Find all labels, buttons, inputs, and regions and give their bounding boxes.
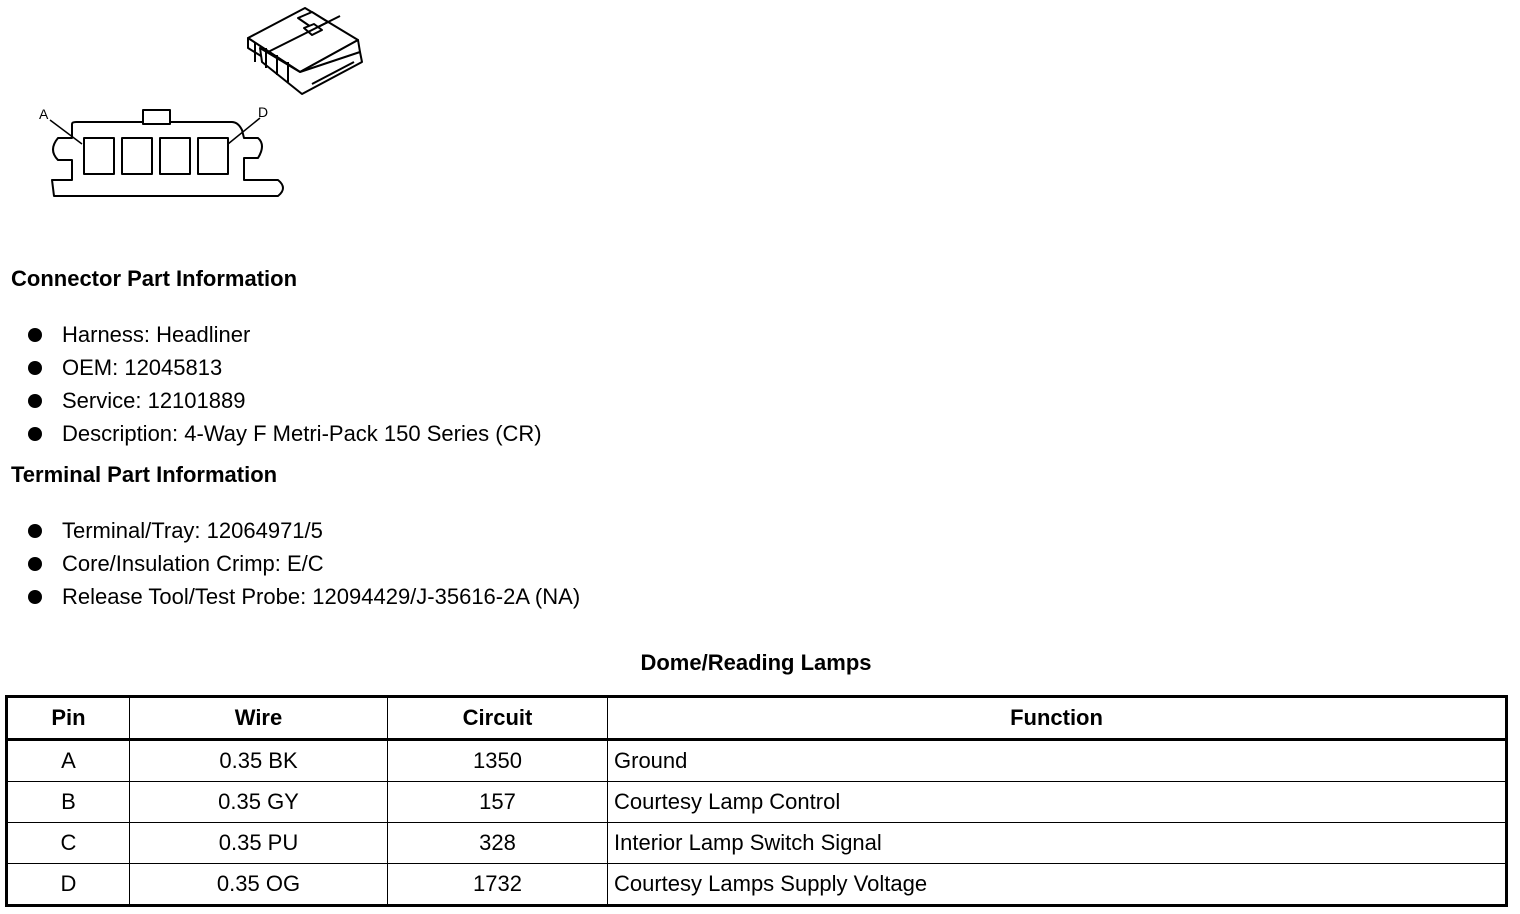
bullet-icon [28,361,42,375]
cell-pin: A [7,740,130,782]
connector-face-view [50,110,283,196]
bullet-icon [28,394,42,408]
cell-wire: 0.35 OG [130,864,388,906]
header-circuit: Circuit [388,697,608,740]
list-item-text: OEM: 12045813 [62,355,223,380]
cell-pin: D [7,864,130,906]
cell-circuit: 1732 [388,864,608,906]
bullet-icon [28,557,42,571]
list-item-text: Core/Insulation Crimp: E/C [62,551,324,576]
cell-function: Ground [608,740,1507,782]
list-item [28,318,542,351]
header-pin: Pin [7,697,130,740]
list-item-text: Description: 4-Way F Metri-Pack 150 Series (CR) [62,421,542,446]
cell-circuit: 1350 [388,740,608,782]
cell-circuit: 157 [388,782,608,823]
cell-pin: B [7,782,130,823]
table-title: Dome/Reading Lamps [640,650,872,675]
bullet-icon [28,427,42,441]
cell-function: Interior Lamp Switch Signal [608,823,1507,864]
table-row [7,864,1507,906]
cell-wire: 0.35 PU [130,823,388,864]
table-row [7,740,1507,782]
list-item-text: Service: 12101889 [62,388,246,413]
connector-part-info-list [28,318,542,450]
list-item-text: Terminal/Tray: 12064971/5 [62,518,323,543]
list-item [28,547,580,580]
cell-function: Courtesy Lamp Control [608,782,1507,823]
bullet-icon [28,590,42,604]
pin-d-label: D [258,104,269,120]
terminal-part-info-list [28,514,580,613]
list-item-text: Release Tool/Test Probe: 12094429/J-35616-2A (NA) [62,584,581,609]
bullet-icon [28,524,42,538]
header-wire: Wire [130,697,388,740]
list-item [28,417,542,450]
list-item [28,514,580,547]
connector-isometric-view [248,8,362,94]
list-item [28,580,580,613]
list-item [28,384,542,417]
table-row [7,823,1507,864]
list-item-text: Harness: Headliner [62,322,251,347]
bullet-icon [28,328,42,342]
cell-function: Courtesy Lamps Supply Voltage [608,864,1507,906]
connector-diagram [0,0,400,215]
pin-table [5,695,1508,907]
cell-wire: 0.35 BK [130,740,388,782]
cell-wire: 0.35 GY [130,782,388,823]
connector-part-info-title: Connector Part Information [11,266,298,291]
list-item [28,351,542,384]
terminal-part-info-title: Terminal Part Information [11,462,278,487]
cell-circuit: 328 [388,823,608,864]
cell-pin: C [7,823,130,864]
table-header-row [7,697,1507,740]
pin-a-label: A [39,106,49,122]
table-row [7,782,1507,823]
header-function: Function [608,697,1507,740]
